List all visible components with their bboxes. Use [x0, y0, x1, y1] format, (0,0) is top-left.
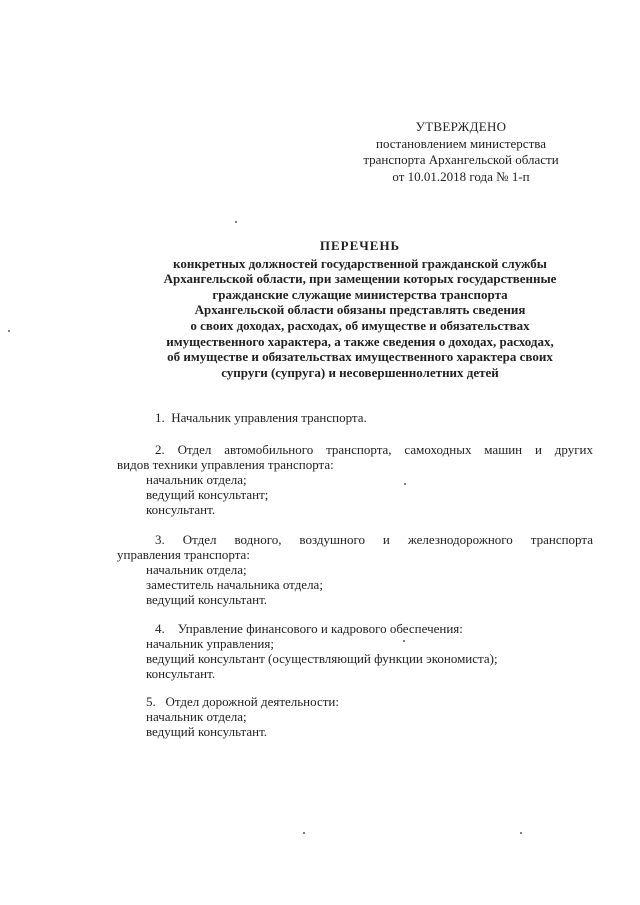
document-heading — [120, 238, 600, 380]
position-entry: консультант. — [146, 502, 216, 517]
list-item-1 — [155, 410, 367, 425]
heading-line: об имуществе и обязательствах имущественного характера своих — [167, 349, 553, 365]
scan-speck — [520, 832, 522, 834]
heading-line: имущественного характера, а также сведения о доходах, расходах, — [166, 333, 554, 349]
item-title: Отдел дорожной деятельности: — [165, 694, 339, 709]
item-number: 5. — [146, 694, 156, 709]
item-title-continued: управления транспорта: — [117, 547, 250, 562]
item-title: Начальник управления транспорта. — [171, 410, 367, 425]
list-item-3-heading — [155, 532, 593, 547]
approval-date-line: от 10.01.2018 года № 1-п — [392, 168, 530, 184]
scan-speck — [303, 832, 305, 834]
item-title-continued: видов техники управления транспорта: — [117, 457, 334, 472]
item-title: Управление финансового и кадрового обеспечения: — [177, 621, 463, 636]
heading-line: Архангельской области, при замещении которых государственные — [163, 271, 557, 287]
heading-line: о своих доходах, расходах, об имуществе и обязательствах — [190, 317, 530, 333]
list-item-4-heading — [155, 621, 463, 636]
approval-line: постановлением министерства — [375, 135, 546, 151]
scan-speck — [404, 483, 406, 485]
position-entry: консультант. — [146, 666, 216, 681]
heading-line: конкретных должностей государственной гражданской службы — [173, 255, 547, 271]
position-entry: начальник управления; — [146, 636, 274, 651]
position-entry: ведущий консультант; — [146, 487, 269, 502]
approval-title: УТВЕРЖДЕНО — [415, 119, 507, 134]
item-number: 4. — [155, 621, 165, 636]
document-title: ПЕРЕЧЕНЬ — [319, 238, 401, 253]
position-entry: ведущий консультант. — [146, 724, 268, 739]
item-number: 2. — [155, 442, 165, 457]
heading-line: гражданские служащие министерства транспорта — [212, 286, 508, 302]
scan-speck — [403, 640, 405, 642]
item-number: 1. — [155, 410, 165, 425]
heading-line: Архангельской области обязаны представлять сведения — [194, 302, 526, 318]
position-entry: ведущий консультант. — [146, 592, 268, 607]
position-entry: начальник отдела; — [146, 472, 247, 487]
position-entry: начальник отдела; — [146, 562, 247, 577]
list-item-2-heading — [155, 442, 593, 457]
scan-speck — [235, 221, 237, 223]
approval-block — [330, 119, 592, 185]
item-number: 3. — [155, 532, 165, 547]
approval-line: транспорта Архангельской области — [363, 152, 559, 167]
heading-line: супруги (супруга) и несовершеннолетних детей — [221, 364, 499, 380]
position-entry: начальник отдела; — [146, 709, 247, 724]
position-entry: ведущий консультант (осуществляющий функции экономиста); — [146, 651, 498, 666]
item-title: Отдел автомобильного транспорта, самоходных машин и других — [177, 442, 593, 457]
scan-speck — [8, 330, 10, 332]
item-title: Отдел водного, воздушного и железнодорожного транспорта — [182, 532, 593, 547]
position-entry: заместитель начальника отдела; — [146, 577, 323, 592]
list-item-5-heading — [146, 694, 339, 709]
